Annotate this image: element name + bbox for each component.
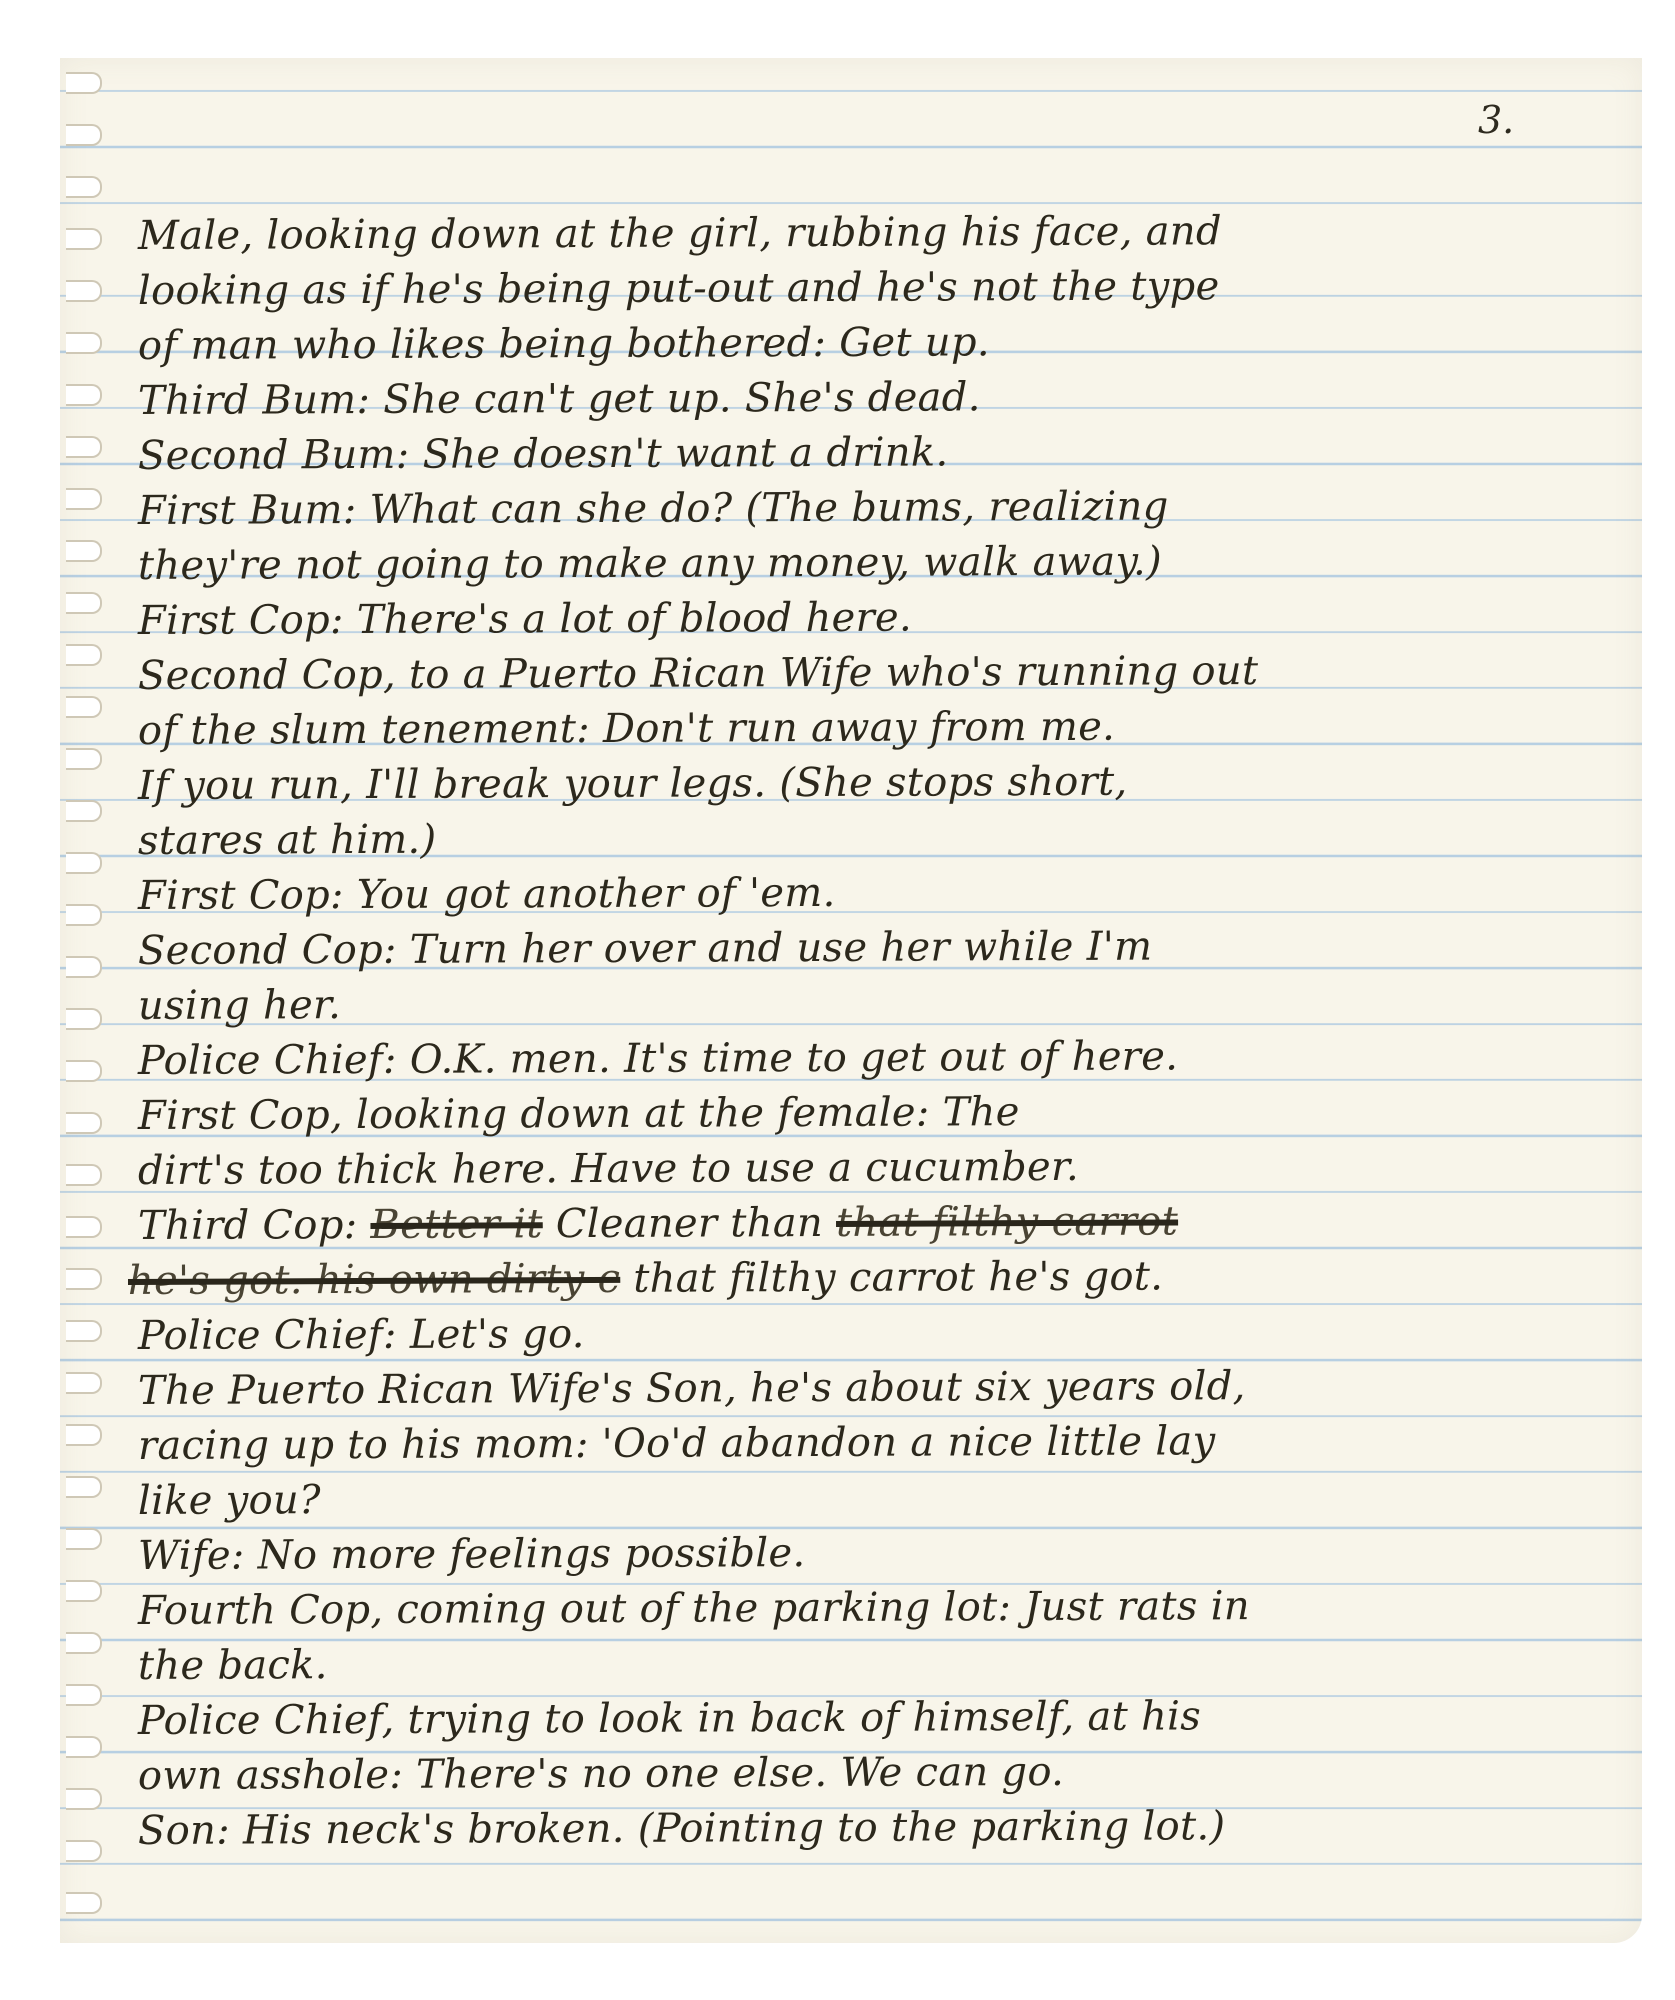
script-line: the back. [137, 1642, 328, 1689]
speaker-label: Third Cop: [137, 1202, 358, 1249]
script-line: own asshole: There's no one else. We can go. [137, 1748, 1065, 1799]
script-line: they're not going to make any money, walk away.) [137, 538, 1163, 589]
script-line: stares at him.) [137, 816, 437, 864]
perforation-hole [66, 1580, 102, 1602]
perforation-hole [66, 1632, 102, 1654]
dialogue-text: that filthy carrot he's got. [633, 1253, 1164, 1302]
perforation-hole [66, 1268, 102, 1290]
perforation-hole [66, 1112, 102, 1134]
script-line: looking as if he's being put-out and he's not the type [137, 263, 1220, 314]
perforation-hole [66, 280, 102, 302]
script-line: First Cop, looking down at the female: The [137, 1089, 1020, 1139]
script-line: First Bum: What can she do? (The bums, realizing [137, 483, 1169, 534]
handwritten-script [127, 208, 1608, 1938]
script-line: dirt's too thick here. Have to use a cucumber. [137, 1143, 1080, 1194]
perforation-hole [66, 1216, 102, 1238]
perforation-hole [66, 176, 102, 198]
perforation-hole [66, 852, 102, 874]
crossed-out-text: that filthy carrot [835, 1198, 1179, 1246]
script-line: Second Cop: Turn her over and use her while I'm [137, 923, 1153, 974]
dialogue-text: Cleaner than [555, 1200, 824, 1248]
perforation-hole [66, 228, 102, 250]
script-line: Fourth Cop, coming out of the parking lot: Just rats in [137, 1583, 1250, 1634]
script-line: using her. [137, 982, 342, 1029]
perforation-hole [66, 1736, 102, 1758]
perforation-hole [66, 1788, 102, 1810]
spiral-perforations [62, 60, 88, 1940]
script-line: Third Bum: She can't get up. She's dead. [137, 374, 981, 424]
script-line: Male, looking down at the girl, rubbing his face, and [137, 208, 1222, 259]
perforation-hole [66, 488, 102, 510]
perforation-hole [66, 1320, 102, 1342]
perforation-hole [66, 1372, 102, 1394]
perforation-hole [66, 1840, 102, 1862]
script-line: First Cop: You got another of 'em. [137, 869, 836, 919]
perforation-hole [66, 644, 102, 666]
script-line: racing up to his mom: 'Oo'd abandon a nice little lay [137, 1418, 1216, 1469]
perforation-hole [66, 956, 102, 978]
script-line: Police Chief: Let's go. [137, 1311, 585, 1359]
script-line: The Puerto Rican Wife's Son, he's about six years old, [137, 1363, 1246, 1414]
script-line: like you? [137, 1477, 321, 1524]
perforation-hole [66, 1684, 102, 1706]
script-line: Son: His neck's broken. (Pointing to the parking lot.) [137, 1803, 1226, 1854]
script-line: of man who likes being bothered: Get up. [137, 319, 990, 369]
perforation-hole [66, 1476, 102, 1498]
script-line: Wife: No more feelings possible. [137, 1530, 806, 1579]
script-line: Police Chief: O.K. men. It's time to get out of here. [137, 1033, 1179, 1084]
perforation-hole [66, 592, 102, 614]
perforation-hole [66, 904, 102, 926]
perforation-hole [66, 332, 102, 354]
script-line: Police Chief, trying to look in back of himself, at his [137, 1693, 1202, 1744]
perforation-hole [66, 1424, 102, 1446]
script-line: First Cop: There's a lot of blood here. [137, 594, 913, 644]
perforation-hole [66, 800, 102, 822]
perforation-hole [66, 1892, 102, 1914]
perforation-hole [66, 1060, 102, 1082]
perforation-hole [66, 1164, 102, 1186]
perforation-hole [66, 384, 102, 406]
page-number: 3. [1478, 98, 1515, 142]
perforation-hole [66, 1528, 102, 1550]
perforation-hole [66, 748, 102, 770]
crossed-out-text: he's got. his own dirty c [127, 1255, 621, 1304]
perforation-hole [66, 1008, 102, 1030]
script-line: of the slum tenement: Don't run away from me. [137, 703, 1116, 754]
script-line-continuation [128, 1248, 1163, 1309]
crossed-out-text: Better it [370, 1201, 543, 1248]
perforation-hole [66, 540, 102, 562]
perforation-hole [66, 72, 102, 94]
script-line: Second Bum: She doesn't want a drink. [137, 429, 949, 479]
script-line-third-cop [138, 1193, 1178, 1254]
script-line: Second Cop, to a Puerto Rican Wife who's running out [137, 648, 1259, 699]
perforation-hole [66, 124, 102, 146]
perforation-hole [66, 436, 102, 458]
script-line: If you run, I'll break your legs. (She stops short, [137, 758, 1128, 809]
perforation-hole [66, 696, 102, 718]
